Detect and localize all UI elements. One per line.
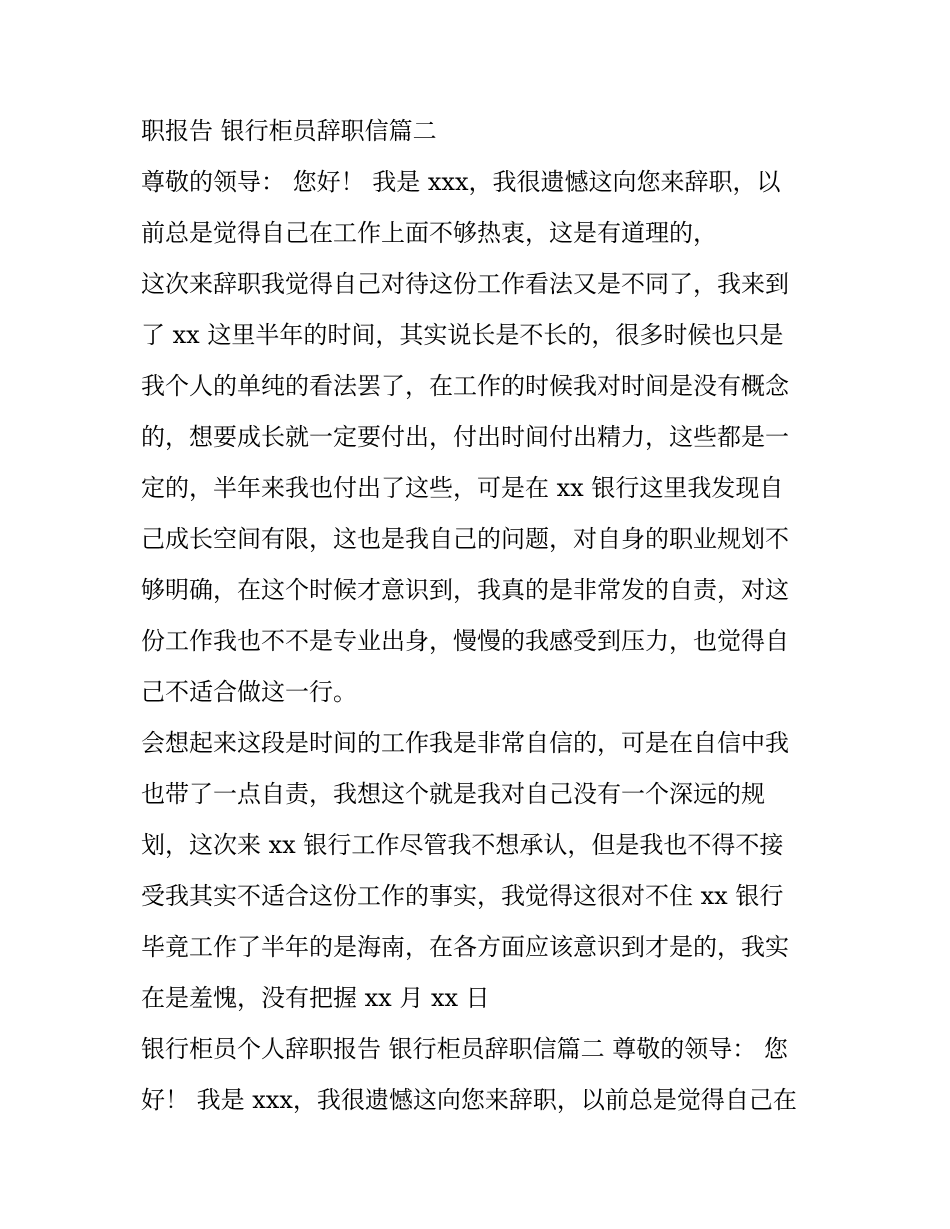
text-line: 会想起来这段是时间的工作我是非常自信的，可是在自信中我: [141, 729, 789, 757]
text-line: 银行柜员个人辞职报告 银行柜员辞职信篇二 尊敬的领导： 您: [141, 1035, 788, 1063]
text-line: 好！ 我是 xxx，我很遗憾这向您来辞职，以前总是觉得自己在: [141, 1086, 797, 1114]
text-line: 毕竟工作了半年的是海南，在各方面应该意识到才是的，我实: [141, 933, 789, 961]
text-line: 在是羞愧，没有把握 xx 月 xx 日: [141, 984, 490, 1012]
text-line: 份工作我也不不是专业出身，慢慢的我感受到压力，也觉得自: [141, 627, 789, 655]
text-line: 己不适合做这一行。: [141, 678, 357, 706]
text-line: 了 xx 这里半年的时间，其实说长是不长的，很多时候也只是: [141, 321, 784, 349]
text-line: 我个人的单纯的看法罢了，在工作的时候我对时间是没有概念: [141, 372, 789, 400]
text-line: 定的，半年来我也付出了这些，可是在 xx 银行这里我发现自: [141, 474, 784, 502]
text-line: 够明确，在这个时候才意识到，我真的是非常发的自责，对这: [141, 576, 789, 604]
text-line: 划，这次来 xx 银行工作尽管我不想承认，但是我也不得不接: [141, 831, 784, 859]
text-line: 这次来辞职我觉得自己对待这份工作看法又是不同了，我来到: [141, 270, 789, 298]
document-body: [141, 106, 831, 1126]
text-line-heading: 职报告 银行柜员辞职信篇二: [141, 117, 437, 145]
text-line: 的，想要成长就一定要付出，付出时间付出精力，这些都是一: [141, 423, 789, 451]
text-line: 受我其实不适合这份工作的事实，我觉得这很对不住 xx 银行: [141, 882, 784, 910]
text-line: 尊敬的领导： 您好！ 我是 xxx，我很遗憾这向您来辞职，以: [141, 168, 781, 196]
text-line: 己成长空间有限，这也是我自己的问题，对自身的职业规划不: [141, 525, 789, 553]
text-line: 也带了一点自责，我想这个就是我对自己没有一个深远的规: [141, 780, 765, 808]
text-line: 前总是觉得自己在工作上面不够热衷，这是有道理的，: [141, 219, 717, 247]
